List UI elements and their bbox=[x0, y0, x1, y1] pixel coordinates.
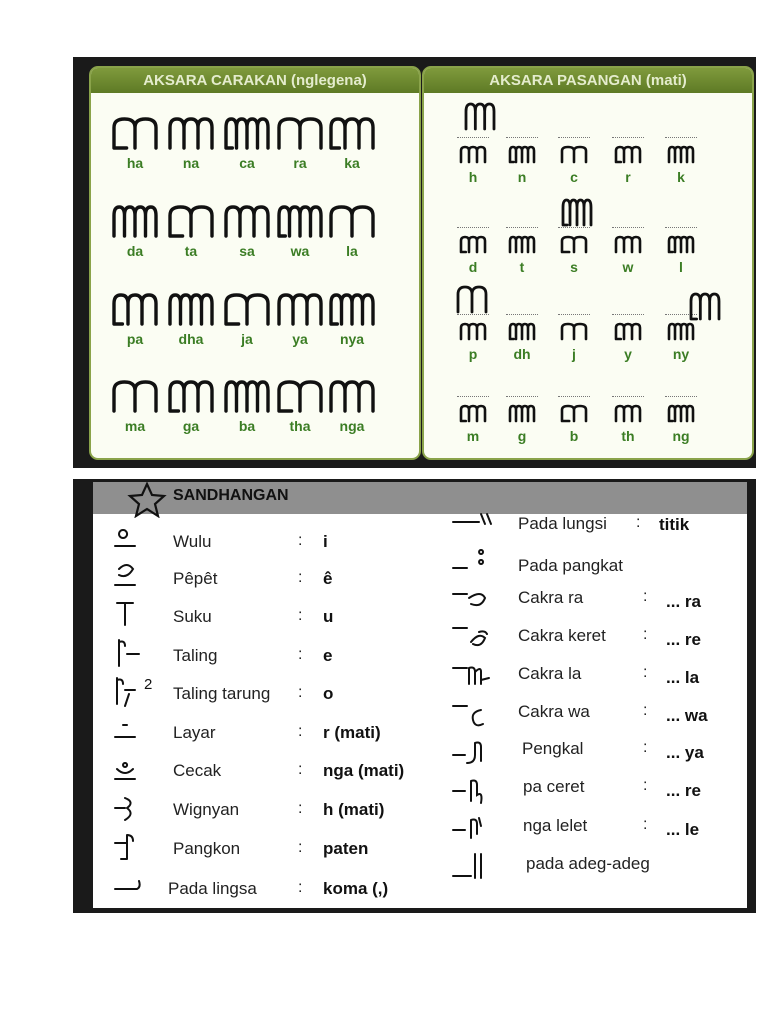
pasangan-label-n: n bbox=[517, 169, 527, 185]
sandhangan-mark-pangkon bbox=[113, 831, 143, 863]
sandhangan-name: Taling bbox=[173, 646, 218, 665]
sandhangan-value: koma (,) bbox=[323, 879, 389, 898]
pasangan-label-d: d bbox=[468, 259, 478, 275]
pasangan-label-s: s bbox=[570, 259, 578, 275]
pasangan-baseline bbox=[506, 396, 538, 397]
carakan-glyph-ga bbox=[167, 378, 215, 414]
sandhangan-mark-cakra-la bbox=[451, 660, 495, 692]
sandhangan-mark-pada-lungsi bbox=[451, 510, 495, 542]
sandhangan-name: Pada lingsa bbox=[168, 879, 257, 898]
carakan-glyph-ca bbox=[223, 115, 271, 151]
pasangan-baseline bbox=[558, 137, 590, 138]
carakan-label-dha: dha bbox=[178, 331, 204, 347]
sandhangan-name: Wulu bbox=[173, 532, 212, 551]
sandhangan-value: h (mati) bbox=[323, 800, 385, 819]
sandhangan-value: u bbox=[323, 607, 334, 626]
colon: : bbox=[298, 839, 303, 856]
sandhangan-value: ... re bbox=[666, 781, 701, 800]
pasangan-label-dh: dh bbox=[513, 346, 531, 362]
pasangan-label-p: p bbox=[468, 346, 478, 362]
sandhangan-mark-p-p-t bbox=[113, 561, 143, 593]
colon: : bbox=[643, 588, 648, 605]
pasangan-baseline bbox=[612, 396, 644, 397]
pasangan-label-ng: ng bbox=[672, 428, 690, 444]
sandhangan-mark-cecak bbox=[113, 753, 143, 785]
pasangan-label-th: th bbox=[621, 428, 635, 444]
sandhangan-value: o bbox=[323, 684, 334, 703]
sandhangan-mark-suku bbox=[113, 599, 143, 631]
pasangan-glyph-n bbox=[507, 143, 537, 165]
sandhangan-value: ... la bbox=[666, 668, 700, 687]
sandhangan-name: Cakra la bbox=[518, 664, 582, 683]
star-icon bbox=[127, 482, 167, 518]
sandhangan-name: Pangkon bbox=[173, 839, 241, 858]
pasangan-glyph-y bbox=[613, 320, 643, 342]
colon: : bbox=[298, 723, 303, 740]
sandhangan-name: Cakra wa bbox=[518, 702, 590, 721]
pasangan-glyph-ng bbox=[666, 402, 696, 424]
sandhangan-mark-cakra-wa bbox=[451, 698, 495, 730]
pasangan-label-h: h bbox=[468, 169, 478, 185]
pasangan-raised-form-icon bbox=[455, 283, 489, 315]
carakan-glyph-wa bbox=[276, 203, 324, 239]
pasangan-glyph-th bbox=[613, 402, 643, 424]
pasangan-glyph-p bbox=[458, 320, 488, 342]
pasangan-raised-form-icon bbox=[688, 290, 722, 322]
sandhangan-name: Taling tarung bbox=[173, 684, 271, 703]
sandhangan-name: pa ceret bbox=[523, 777, 585, 796]
sandhangan-value: ... wa bbox=[666, 706, 708, 725]
pasangan-glyph-g bbox=[507, 402, 537, 424]
pasangan-baseline bbox=[457, 227, 489, 228]
pasangan-label-y: y bbox=[624, 346, 632, 362]
carakan-glyph-ba bbox=[223, 378, 271, 414]
pasangan-glyph-j bbox=[559, 320, 589, 342]
carakan-glyph-ya bbox=[276, 291, 324, 327]
carakan-label-tha: tha bbox=[289, 418, 311, 434]
pasangan-glyph-c bbox=[559, 143, 589, 165]
colon: : bbox=[298, 800, 303, 817]
carakan-glyph-nga bbox=[328, 378, 376, 414]
colon: : bbox=[298, 684, 303, 701]
pasangan-glyph-w bbox=[613, 233, 643, 255]
carakan-glyph-ra bbox=[276, 115, 324, 151]
colon: : bbox=[643, 702, 648, 719]
colon: : bbox=[298, 646, 303, 663]
carakan-label-pa: pa bbox=[126, 331, 144, 347]
sandhangan-name: Cakra ra bbox=[518, 588, 584, 607]
sandhangan-mark-layar bbox=[113, 715, 143, 747]
pasangan-label-l: l bbox=[679, 259, 683, 275]
carakan-glyph-ka bbox=[328, 115, 376, 151]
pasangan-baseline bbox=[558, 314, 590, 315]
pasangan-baseline bbox=[665, 137, 697, 138]
pasangan-label-w: w bbox=[622, 259, 634, 275]
sandhangan-name: Suku bbox=[173, 607, 212, 626]
sandhangan-mark-taling-tarung bbox=[113, 676, 143, 708]
sandhangan-name: Layar bbox=[173, 723, 216, 742]
sandhangan-name: Pada pangkat bbox=[518, 556, 623, 575]
pasangan-baseline bbox=[665, 227, 697, 228]
pasangan-header: AKSARA PASANGAN (mati) bbox=[424, 68, 752, 93]
carakan-glyph-la bbox=[328, 203, 376, 239]
carakan-glyph-ma bbox=[111, 378, 159, 414]
carakan-label-ta: ta bbox=[184, 243, 198, 259]
pasangan-baseline bbox=[612, 137, 644, 138]
carakan-label-wa: wa bbox=[290, 243, 310, 259]
carakan-glyph-sa bbox=[223, 203, 271, 239]
sandhangan-value: ... ra bbox=[666, 592, 701, 611]
carakan-glyph-pa bbox=[111, 291, 159, 327]
pasangan-glyph-d bbox=[458, 233, 488, 255]
sandhangan-mark-pada-pangkat bbox=[451, 546, 495, 578]
carakan-glyph-da bbox=[111, 203, 159, 239]
carakan-label-ja: ja bbox=[241, 331, 253, 347]
carakan-header: AKSARA CARAKAN (nglegena) bbox=[91, 68, 419, 93]
pasangan-baseline bbox=[506, 314, 538, 315]
colon: : bbox=[643, 626, 648, 643]
colon: : bbox=[643, 664, 648, 681]
colon: : bbox=[298, 607, 303, 624]
carakan-label-na: na bbox=[182, 155, 200, 171]
pasangan-glyph-b bbox=[559, 402, 589, 424]
pasangan-glyph-r bbox=[613, 143, 643, 165]
colon: : bbox=[643, 739, 648, 756]
pasangan-glyph-s bbox=[559, 233, 589, 255]
pasangan-label-k: k bbox=[677, 169, 685, 185]
pasangan-raised-form-icon bbox=[463, 100, 497, 132]
carakan-glyph-ha bbox=[111, 115, 159, 151]
pasangan-baseline bbox=[457, 137, 489, 138]
sandhangan-value: ... ya bbox=[666, 743, 704, 762]
pasangan-label-r: r bbox=[625, 169, 631, 185]
sandhangan-mark-pengkal bbox=[451, 735, 495, 767]
carakan-label-ma: ma bbox=[124, 418, 146, 434]
sandhangan-value: titik bbox=[659, 515, 690, 534]
sandhangan-name: pada adeg-adeg bbox=[526, 854, 650, 873]
carakan-label-ka: ka bbox=[344, 155, 360, 171]
pasangan-glyph-m bbox=[458, 402, 488, 424]
pasangan-baseline bbox=[506, 227, 538, 228]
colon: : bbox=[643, 816, 648, 833]
pasangan-glyph-h bbox=[458, 143, 488, 165]
sandhangan-name: Cecak bbox=[173, 761, 222, 780]
sandhangan-value: ... re bbox=[666, 630, 701, 649]
sandhangan-name: Pada lungsi bbox=[518, 514, 607, 533]
carakan-label-sa: sa bbox=[239, 243, 255, 259]
carakan-label-ga: ga bbox=[182, 418, 200, 434]
carakan-label-ya: ya bbox=[292, 331, 308, 347]
pasangan-baseline bbox=[612, 314, 644, 315]
sandhangan-value: nga (mati) bbox=[323, 761, 405, 780]
pasangan-baseline bbox=[558, 396, 590, 397]
pasangan-baseline bbox=[665, 396, 697, 397]
carakan-glyph-na bbox=[167, 115, 215, 151]
sandhangan-value: e bbox=[323, 646, 333, 665]
pasangan-label-c: c bbox=[570, 169, 578, 185]
carakan-label-ha: ha bbox=[126, 155, 144, 171]
sandhangan-title: SANDHANGAN bbox=[173, 487, 289, 504]
colon: : bbox=[298, 569, 303, 586]
sandhangan-mark-pa-ceret bbox=[451, 773, 495, 805]
colon: : bbox=[298, 532, 303, 549]
pasangan-glyph-ny bbox=[666, 320, 696, 342]
pasangan-glyph-k bbox=[666, 143, 696, 165]
taling-tarung-mark: 2 bbox=[144, 676, 153, 693]
carakan-label-da: da bbox=[126, 243, 144, 259]
colon: : bbox=[636, 514, 641, 531]
sandhangan-mark-wulu bbox=[113, 524, 143, 556]
pasangan-baseline bbox=[457, 396, 489, 397]
carakan-glyph-ta bbox=[167, 203, 215, 239]
pasangan-label-g: g bbox=[517, 428, 527, 444]
sandhangan-mark-pada-lingsa bbox=[113, 871, 143, 903]
carakan-label-ba: ba bbox=[238, 418, 256, 434]
carakan-glyph-tha bbox=[276, 378, 324, 414]
pasangan-label-j: j bbox=[572, 346, 576, 362]
carakan-label-la: la bbox=[346, 243, 358, 259]
pasangan-glyph-dh bbox=[507, 320, 537, 342]
sandhangan-name: Pêpêt bbox=[173, 569, 218, 588]
sandhangan-name: Cakra keret bbox=[518, 626, 606, 645]
carakan-glyph-nya bbox=[328, 291, 376, 327]
pasangan-baseline bbox=[612, 227, 644, 228]
sandhangan-mark-cakra-keret bbox=[451, 622, 495, 654]
pasangan-glyph-t bbox=[507, 233, 537, 255]
carakan-label-ra: ra bbox=[293, 155, 307, 171]
colon: : bbox=[643, 777, 648, 794]
colon: : bbox=[298, 761, 303, 778]
carakan-glyph-ja bbox=[223, 291, 271, 327]
sandhangan-value: ... le bbox=[666, 820, 700, 839]
carakan-glyph-dha bbox=[167, 291, 215, 327]
sandhangan-mark-taling bbox=[113, 638, 143, 670]
pasangan-baseline bbox=[506, 137, 538, 138]
sandhangan-mark-nga-lelet bbox=[451, 812, 495, 844]
pasangan-raised-form-icon bbox=[560, 196, 594, 228]
carakan-label-nga: nga bbox=[339, 418, 365, 434]
pasangan-label-ny: ny bbox=[672, 346, 690, 362]
sandhangan-name: nga lelet bbox=[523, 816, 588, 835]
pasangan-label-t: t bbox=[519, 259, 525, 275]
sandhangan-value: i bbox=[323, 532, 328, 551]
colon: : bbox=[298, 879, 303, 896]
sandhangan-name: Wignyan bbox=[173, 800, 240, 819]
sandhangan-panel bbox=[93, 482, 747, 908]
carakan-label-ca: ca bbox=[239, 155, 255, 171]
sandhangan-mark-wignyan bbox=[113, 792, 143, 824]
carakan-label-nya: nya bbox=[339, 331, 365, 347]
sandhangan-mark-cakra-ra bbox=[451, 584, 495, 616]
sandhangan-mark-pada-adeg-adeg bbox=[451, 850, 495, 882]
sandhangan-value: paten bbox=[323, 839, 369, 858]
sandhangan-value: ê bbox=[323, 569, 333, 588]
pasangan-glyph-l bbox=[666, 233, 696, 255]
pasangan-label-b: b bbox=[569, 428, 579, 444]
sandhangan-name: Pengkal bbox=[522, 739, 584, 758]
pasangan-label-m: m bbox=[466, 428, 480, 444]
sandhangan-value: r (mati) bbox=[323, 723, 381, 742]
